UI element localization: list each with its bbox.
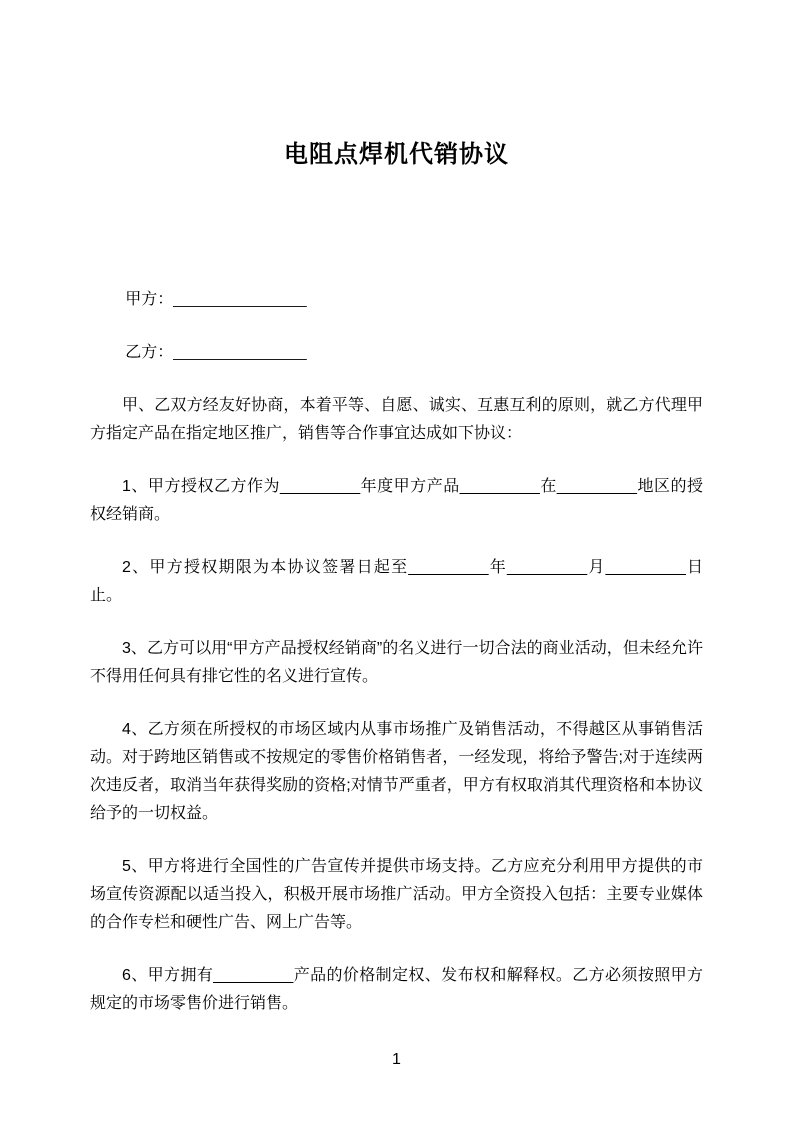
clause-4: 4、乙方须在所授权的市场区域内从事市场推广及销售活动，不得越区从事销售活动。对于跨地区销售或不按规定的零售价格销售者，一经发现，将给予警告;对于连续两次违反者，取消当年获得奖励的资格;对情节严重者，甲方有权取消其代理资格和本协议给予的一切权益。 — [90, 721, 703, 822]
clause-1: 1、甲方授权乙方作为_________年度甲方产品_________在_________地区的授权经销商。 — [90, 478, 703, 523]
clause-3: 3、乙方可以用“甲方产品授权经销商”的名义进行一切合法的商业活动，但未经允许不得用任何具有排它性的名义进行宣传。 — [90, 640, 703, 685]
page-number: 1 — [392, 1051, 401, 1068]
clause-2: 2、甲方授权期限为本协议签署日起至_________年_________月_________日止。 — [90, 559, 703, 604]
party-a-line — [90, 286, 703, 314]
intro-paragraph: 甲、乙双方经友好协商，本着平等、自愿、诚实、互惠互利的原则，就乙方代理甲方指定产品在指定地区推广，销售等合作事宜达成如下协议： — [90, 397, 703, 442]
clause-5: 5、甲方将进行全国性的广告宣传并提供市场支持。乙方应充分利用甲方提供的市场宣传资源配以适当投入，积极开展市场推广活动。甲方全资投入包括：主要专业媒体的合作专栏和硬性广告、网上广告等。 — [90, 858, 703, 931]
clause-6: 6、甲方拥有_________产品的价格制定权、发布权和解释权。乙方必须按照甲方规定的市场零售价进行销售。 — [90, 967, 703, 1012]
party-b-line — [90, 339, 703, 367]
party-b-blank: _______________ — [173, 344, 307, 361]
party-a-label: 甲方： — [125, 291, 174, 308]
party-b-label: 乙方： — [125, 344, 174, 361]
party-a-blank: _______________ — [173, 291, 307, 308]
document-title: 电阻点焊机代销协议 — [284, 141, 509, 168]
